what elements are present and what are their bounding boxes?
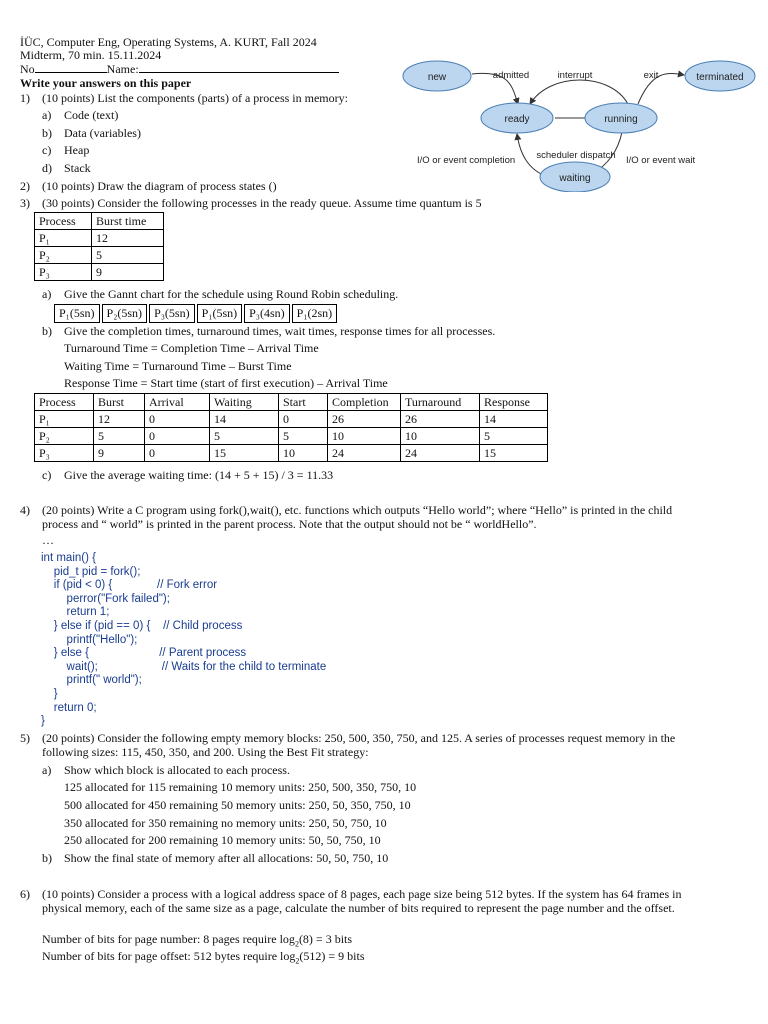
q4-text-line2: process and “ world” is printed in the parent process. Note that the output should not be “ worldHello”. bbox=[42, 517, 537, 531]
gantt-chart bbox=[54, 304, 339, 323]
state-running-label: running bbox=[604, 114, 638, 125]
q5-number: 5) bbox=[20, 731, 30, 745]
state-terminated-label: terminated bbox=[696, 72, 744, 83]
allocation-line: 500 allocated for 450 remaining 50 memory units: 250, 50, 350, 750, 10 bbox=[64, 798, 411, 812]
table-header-cell: Arrival bbox=[145, 394, 210, 411]
label-exit: exit bbox=[643, 70, 659, 81]
table-cell: 5 bbox=[210, 428, 279, 445]
q6-number: 6) bbox=[20, 887, 30, 901]
state-new-label: new bbox=[427, 72, 447, 83]
results-table bbox=[34, 393, 548, 462]
code-line: printf(" world"); bbox=[41, 674, 142, 687]
table-cell: P₂ bbox=[35, 247, 92, 264]
formula-turnaround: Turnaround Time = Completion Time – Arrival Time bbox=[64, 341, 319, 355]
header-exam-line: Midterm, 70 min. 15.11.2024 bbox=[20, 48, 162, 62]
q1-item: Data (variables) bbox=[64, 126, 141, 140]
table-row bbox=[35, 264, 164, 281]
name-label: Name: bbox=[106, 62, 139, 76]
table-cell: 5 bbox=[279, 428, 328, 445]
q3-text: (30 points) Consider the following processes in the ready queue. Assume time quantum is 5 bbox=[42, 196, 482, 210]
code-line: return 0; bbox=[41, 701, 97, 714]
q5-text-line1: (20 points) Consider the following empty memory blocks: 250, 500, 350, 750, and 125. A series of processes request memory in the bbox=[42, 731, 676, 745]
no-label: No bbox=[20, 62, 35, 76]
q1-item: Heap bbox=[64, 143, 90, 157]
table-cell: 0 bbox=[145, 445, 210, 462]
q3b-letter: b) bbox=[42, 324, 52, 338]
code-line: printf("Hello"); bbox=[41, 633, 138, 646]
q1-text: (10 points) List the components (parts) of a process in memory: bbox=[42, 91, 348, 105]
table-header-row bbox=[35, 213, 164, 230]
q6-text-line2: physical memory, each of the same size as a page, calculate the number of bits required to represent the page number and the offset. bbox=[42, 901, 675, 915]
header-no-name-line bbox=[20, 62, 339, 76]
q5-text-line2: following sizes: 115, 450, 350, and 200. Using the Best Fit strategy: bbox=[42, 745, 369, 759]
table-cell: 10 bbox=[279, 445, 328, 462]
table-header-cell: Waiting bbox=[210, 394, 279, 411]
label-interrupt: interrupt bbox=[557, 70, 593, 81]
q1-item-letter: c) bbox=[42, 143, 52, 157]
q5b-text: Show the final state of memory after all allocations: 50, 50, 750, 10 bbox=[64, 851, 389, 865]
q4-number: 4) bbox=[20, 503, 30, 517]
table-row bbox=[35, 411, 548, 428]
header-course-line: İÜC, Computer Eng, Operating Systems, A. KURT, Fall 2024 bbox=[20, 35, 317, 49]
state-waiting-label: waiting bbox=[559, 173, 591, 184]
instruction: Write your answers on this paper bbox=[20, 76, 192, 90]
table-cell: P₁ bbox=[35, 230, 92, 247]
table-cell: P₂ bbox=[35, 428, 94, 445]
table-cell: 9 bbox=[92, 264, 164, 281]
gantt-slot: P₁(2sn) bbox=[292, 304, 338, 323]
table-cell: 10 bbox=[401, 428, 480, 445]
table-cell: 9 bbox=[94, 445, 145, 462]
table-cell: 5 bbox=[480, 428, 548, 445]
gantt-slot: P₁(5sn) bbox=[197, 304, 243, 323]
table-header-cell: Burst time bbox=[92, 213, 164, 230]
code-line: } bbox=[41, 715, 45, 728]
gantt-slot: P₂(5sn) bbox=[102, 304, 148, 323]
q2-text: (10 points) Draw the diagram of process states () bbox=[42, 179, 277, 193]
table-cell: 0 bbox=[279, 411, 328, 428]
code-line: pid_t pid = fork(); bbox=[41, 565, 141, 578]
table-header-cell: Start bbox=[279, 394, 328, 411]
q6-answer-offset bbox=[42, 949, 365, 968]
allocation-line: 350 allocated for 350 remaining no memory units: 250, 50, 750, 10 bbox=[64, 816, 387, 830]
label-admitted: admitted bbox=[492, 70, 530, 81]
allocation-line: 125 allocated for 115 remaining 10 memory units: 250, 500, 350, 750, 10 bbox=[64, 780, 417, 794]
log-subscript: 2 bbox=[294, 939, 299, 949]
table-cell: 5 bbox=[92, 247, 164, 264]
formula-response: Response Time = Start time (start of first execution) – Arrival Time bbox=[64, 376, 388, 390]
table-cell: 24 bbox=[328, 445, 401, 462]
q3a-letter: a) bbox=[42, 287, 52, 301]
gantt-slot: P₁(5sn) bbox=[54, 304, 100, 323]
table-header-cell: Burst bbox=[94, 394, 145, 411]
table-cell: 24 bbox=[401, 445, 480, 462]
q1-item-letter: b) bbox=[42, 126, 52, 140]
table-cell: P₁ bbox=[35, 411, 94, 428]
code-line: } else { // Parent process bbox=[41, 647, 247, 660]
gantt-slot: P₃(5sn) bbox=[149, 304, 195, 323]
code-line: } else if (pid == 0) { // Child process bbox=[41, 619, 243, 632]
table-cell: P₃ bbox=[35, 264, 92, 281]
q5b-letter: b) bbox=[42, 851, 52, 865]
table-header-cell: Process bbox=[35, 213, 92, 230]
q6-text-line1: (10 points) Consider a process with a logical address space of 8 pages, each page size being 512 bytes. If the system has 64 frames in bbox=[42, 887, 682, 901]
q5a-text: Show which block is allocated to each process. bbox=[64, 763, 290, 777]
code-block bbox=[41, 552, 326, 729]
edge-interrupt bbox=[530, 80, 628, 104]
table-cell: P₃ bbox=[35, 445, 94, 462]
table-cell: 0 bbox=[145, 428, 210, 445]
table-row bbox=[35, 445, 548, 462]
table-cell: 0 bbox=[145, 411, 210, 428]
answer-text: (512) = 9 bits bbox=[299, 949, 365, 963]
label-dispatch: scheduler dispatch bbox=[536, 150, 616, 161]
table-cell: 14 bbox=[480, 411, 548, 428]
table-cell: 5 bbox=[94, 428, 145, 445]
burst-time-table bbox=[34, 212, 164, 281]
table-header-cell: Completion bbox=[328, 394, 401, 411]
table-header-cell: Turnaround bbox=[401, 394, 480, 411]
label-io-completion: I/O or event completion bbox=[417, 155, 516, 166]
answer-text: Number of bits for page number: 8 pages require log bbox=[42, 932, 295, 946]
q5a-letter: a) bbox=[42, 763, 52, 777]
table-row bbox=[35, 247, 164, 264]
answer-text: Number of bits for page offset: 512 bytes require log bbox=[42, 949, 296, 963]
table-cell: 26 bbox=[401, 411, 480, 428]
q3a-text: Give the Gannt chart for the schedule using Round Robin scheduling. bbox=[64, 287, 399, 301]
q4-ellipsis: … bbox=[42, 533, 54, 547]
table-header-row bbox=[35, 394, 548, 411]
q4-text-line1: (20 points) Write a C program using fork(),wait(), etc. functions which outputs “Hello world”; where “Hello” is printed in the child bbox=[42, 503, 673, 517]
gantt-slot: P₃(4sn) bbox=[244, 304, 290, 323]
table-header-cell: Response bbox=[480, 394, 548, 411]
answer-text: (8) = 3 bits bbox=[298, 932, 353, 946]
table-cell: 12 bbox=[94, 411, 145, 428]
process-state-diagram bbox=[400, 56, 760, 192]
q3c-text: Give the average waiting time: (14 + 5 + 15) / 3 = 11.33 bbox=[64, 468, 334, 482]
table-cell: 14 bbox=[210, 411, 279, 428]
log-subscript: 2 bbox=[295, 956, 300, 966]
q3b-text: Give the completion times, turnaround times, wait times, response times for all processes. bbox=[64, 324, 496, 338]
code-line: return 1; bbox=[41, 606, 110, 619]
label-io-wait: I/O or event wait bbox=[626, 155, 696, 166]
q1-item: Code (text) bbox=[64, 108, 119, 122]
q2-number: 2) bbox=[20, 179, 30, 193]
q1-item: Stack bbox=[64, 161, 91, 175]
table-cell: 10 bbox=[328, 428, 401, 445]
table-cell: 26 bbox=[328, 411, 401, 428]
table-cell: 15 bbox=[210, 445, 279, 462]
code-line: wait(); // Waits for the child to terminate bbox=[41, 660, 327, 673]
formula-waiting: Waiting Time = Turnaround Time – Burst Time bbox=[64, 359, 292, 373]
q1-number: 1) bbox=[20, 91, 30, 105]
q1-item-letter: d) bbox=[42, 161, 52, 175]
code-line: int main() { bbox=[41, 552, 96, 564]
allocation-line: 250 allocated for 200 remaining 10 memory units: 50, 50, 750, 10 bbox=[64, 833, 381, 847]
q1-item-letter: a) bbox=[42, 108, 52, 122]
table-row bbox=[35, 428, 548, 445]
state-ready-label: ready bbox=[504, 114, 530, 125]
q3c-letter: c) bbox=[42, 468, 52, 482]
code-line: if (pid < 0) { // Fork error bbox=[41, 579, 218, 592]
code-line: perror("Fork failed"); bbox=[41, 592, 170, 605]
code-line: } bbox=[41, 687, 58, 700]
q3-number: 3) bbox=[20, 196, 30, 210]
table-cell: 12 bbox=[92, 230, 164, 247]
table-row bbox=[35, 230, 164, 247]
table-cell: 15 bbox=[480, 445, 548, 462]
table-header-cell: Process bbox=[35, 394, 94, 411]
